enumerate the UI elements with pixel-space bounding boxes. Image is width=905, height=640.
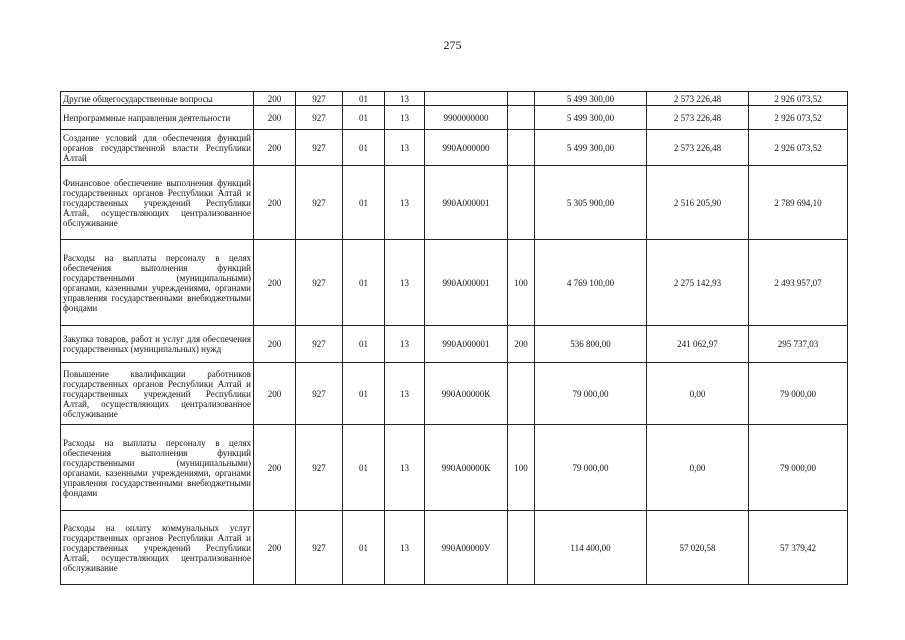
row-name: Закупка товаров, работ и услуг для обеспечения государственных (муниципальных) нужд <box>61 326 254 363</box>
cell-section: 01 <box>343 106 385 130</box>
budget-table <box>60 91 848 585</box>
cell-planned: 4 769 100,00 <box>535 240 647 326</box>
cell-executed: 0,00 <box>647 363 749 425</box>
cell-subsection: 13 <box>385 106 425 130</box>
cell-expense-type <box>508 92 535 106</box>
cell-subsection: 13 <box>385 425 425 511</box>
cell-code: 927 <box>296 363 343 425</box>
row-name: Расходы на выплаты персоналу в целях обеспечения выполнения функций государственными (муниципальными) органами, казенными учреждениями, органами управления государственными внебюджетными фондами <box>61 425 254 511</box>
row-name: Расходы на оплату коммунальных услуг государственных органов Республики Алтай и государственных учреждений Республики Алтай, осуществляющих централизованное обслуживание <box>61 511 254 585</box>
cell-code: 927 <box>296 92 343 106</box>
row-name: Создание условий для обеспечения функций органов государственной власти Республики Алтай <box>61 130 254 166</box>
cell-subsection: 13 <box>385 363 425 425</box>
cell-executed: 2 573 226,48 <box>647 106 749 130</box>
cell-executed: 0,00 <box>647 425 749 511</box>
row-name: Непрограммные направления деятельности <box>61 106 254 130</box>
cell-article: 990А00000У <box>425 511 508 585</box>
table-row <box>61 240 848 326</box>
cell-section: 01 <box>343 425 385 511</box>
cell-remainder: 295 737,03 <box>749 326 848 363</box>
cell-article: 990А000001 <box>425 326 508 363</box>
cell-article: 990А00000К <box>425 363 508 425</box>
cell-section: 01 <box>343 240 385 326</box>
cell-planned: 5 499 300,00 <box>535 106 647 130</box>
cell-executed: 2 573 226,48 <box>647 130 749 166</box>
cell-subsection: 13 <box>385 240 425 326</box>
table-row <box>61 425 848 511</box>
cell-expense-type <box>508 106 535 130</box>
cell-article: 990А000000 <box>425 130 508 166</box>
cell-subsection: 13 <box>385 166 425 240</box>
cell-expense-type <box>508 511 535 585</box>
cell-executed: 57 020,58 <box>647 511 749 585</box>
cell-admin: 200 <box>254 130 296 166</box>
cell-remainder: 79 000,00 <box>749 425 848 511</box>
cell-code: 927 <box>296 130 343 166</box>
cell-article: 990А000001 <box>425 166 508 240</box>
cell-section: 01 <box>343 166 385 240</box>
cell-section: 01 <box>343 326 385 363</box>
cell-subsection: 13 <box>385 130 425 166</box>
cell-expense-type <box>508 166 535 240</box>
cell-remainder: 57 379,42 <box>749 511 848 585</box>
cell-planned: 5 499 300,00 <box>535 130 647 166</box>
cell-admin: 200 <box>254 363 296 425</box>
cell-planned: 114 400,00 <box>535 511 647 585</box>
cell-expense-type <box>508 130 535 166</box>
cell-expense-type: 200 <box>508 326 535 363</box>
cell-executed: 241 062,97 <box>647 326 749 363</box>
table-row <box>61 166 848 240</box>
cell-planned: 536 800,00 <box>535 326 647 363</box>
cell-admin: 200 <box>254 106 296 130</box>
cell-remainder: 79 000,00 <box>749 363 848 425</box>
cell-remainder: 2 926 073,52 <box>749 106 848 130</box>
cell-executed: 2 275 142,93 <box>647 240 749 326</box>
cell-subsection: 13 <box>385 511 425 585</box>
cell-section: 01 <box>343 363 385 425</box>
table-row <box>61 106 848 130</box>
table-row <box>61 130 848 166</box>
cell-expense-type <box>508 363 535 425</box>
cell-code: 927 <box>296 326 343 363</box>
cell-admin: 200 <box>254 166 296 240</box>
cell-article: 9900000000 <box>425 106 508 130</box>
table-row <box>61 92 848 106</box>
row-name: Финансовое обеспечение выполнения функций государственных органов Республики Алтай и государственных учреждений Республики Алтай, осуществляющих централизованное обслуживание <box>61 166 254 240</box>
cell-article: 990А00000К <box>425 425 508 511</box>
cell-code: 927 <box>296 511 343 585</box>
cell-expense-type: 100 <box>508 240 535 326</box>
table-row <box>61 326 848 363</box>
cell-subsection: 13 <box>385 326 425 363</box>
cell-code: 927 <box>296 106 343 130</box>
table-row <box>61 511 848 585</box>
cell-executed: 2 573 226,48 <box>647 92 749 106</box>
table-row <box>61 363 848 425</box>
cell-code: 927 <box>296 240 343 326</box>
cell-admin: 200 <box>254 511 296 585</box>
cell-executed: 2 516 205,90 <box>647 166 749 240</box>
cell-expense-type: 100 <box>508 425 535 511</box>
cell-planned: 5 499 300,00 <box>535 92 647 106</box>
cell-code: 927 <box>296 166 343 240</box>
cell-remainder: 2 926 073,52 <box>749 130 848 166</box>
cell-admin: 200 <box>254 425 296 511</box>
row-name: Повышение квалификации работников государственных органов Республики Алтай и государственных учреждений Республики Алтай, осуществляющих централизованное обслуживание <box>61 363 254 425</box>
cell-admin: 200 <box>254 240 296 326</box>
cell-admin: 200 <box>254 92 296 106</box>
cell-admin: 200 <box>254 326 296 363</box>
cell-section: 01 <box>343 130 385 166</box>
cell-planned: 5 305 900,00 <box>535 166 647 240</box>
cell-planned: 79 000,00 <box>535 363 647 425</box>
row-name: Расходы на выплаты персоналу в целях обеспечения выполнения функций государственными (муниципальными) органами, казенными учреждениями, органами управления государственными внебюджетными фондами <box>61 240 254 326</box>
cell-section: 01 <box>343 92 385 106</box>
cell-article: 990А000001 <box>425 240 508 326</box>
page-number: 275 <box>443 38 462 52</box>
cell-remainder: 2 926 073,52 <box>749 92 848 106</box>
cell-section: 01 <box>343 511 385 585</box>
cell-planned: 79 000,00 <box>535 425 647 511</box>
cell-subsection: 13 <box>385 92 425 106</box>
cell-remainder: 2 493 957,07 <box>749 240 848 326</box>
row-name: Другие общегосударственные вопросы <box>61 92 254 106</box>
cell-article <box>425 92 508 106</box>
cell-code: 927 <box>296 425 343 511</box>
cell-remainder: 2 789 694,10 <box>749 166 848 240</box>
